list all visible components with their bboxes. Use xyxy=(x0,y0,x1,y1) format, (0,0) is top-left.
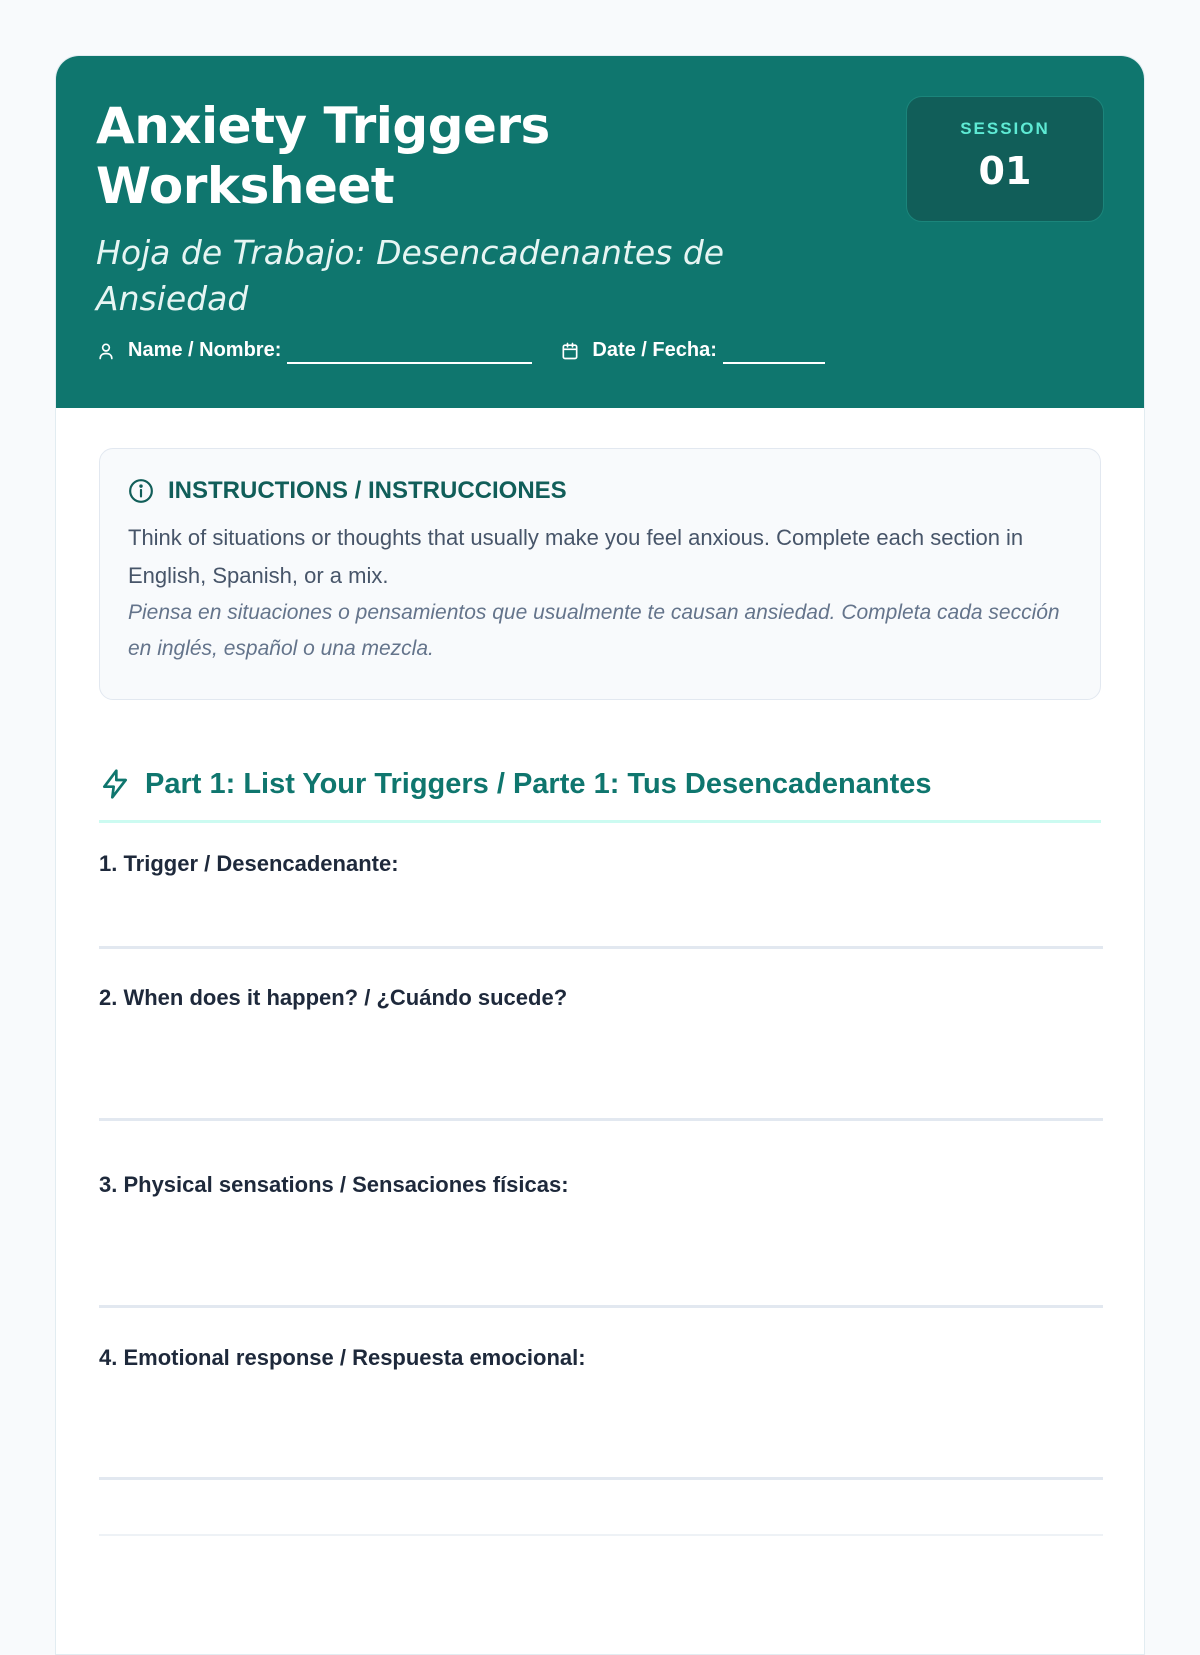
meta-row xyxy=(96,339,825,362)
calendar-icon xyxy=(560,341,580,361)
physical-sensations-field[interactable] xyxy=(99,1172,1103,1308)
physical-sensations-field-label: 3. Physical sensations / Sensaciones físicas: xyxy=(99,1172,569,1197)
instructions-heading xyxy=(128,477,1072,505)
trigger-field-label: 1. Trigger / Desencadenante: xyxy=(99,851,399,876)
lightning-icon xyxy=(99,768,131,800)
info-icon xyxy=(128,478,154,504)
page-title: Anxiety Triggers Worksheet xyxy=(96,97,550,215)
name-label: Name / Nombre: xyxy=(128,339,282,361)
session-number: 01 xyxy=(978,149,1032,193)
worksheet-card xyxy=(55,55,1145,1655)
instructions-text-en: Think of situations or thoughts that usually make you feel anxious. Complete each section in English, Spanish, or a mix. xyxy=(128,525,1024,588)
worksheet-body xyxy=(56,408,1144,823)
trigger-field[interactable] xyxy=(99,851,1103,949)
session-badge xyxy=(906,96,1104,222)
name-field[interactable] xyxy=(96,339,532,362)
name-blank-line[interactable] xyxy=(287,346,532,364)
when-field[interactable] xyxy=(99,985,1103,1121)
date-label: Date / Fecha: xyxy=(592,339,717,361)
session-label: SESSION xyxy=(960,119,1050,138)
date-field[interactable] xyxy=(560,339,824,362)
instructions-text-es: Piensa en situaciones o pensamientos que usualmente te causan ansiedad. Completa cada sección en inglés, español o una mezcla. xyxy=(128,601,1060,660)
part1-heading xyxy=(99,758,1101,823)
instructions-heading-text: INSTRUCTIONS / INSTRUCCIONES xyxy=(168,477,567,504)
emotional-response-field-label: 4. Emotional response / Respuesta emocional: xyxy=(99,1345,586,1370)
instructions-box xyxy=(99,448,1101,700)
part1-title: Part 1: List Your Triggers / Parte 1: Tus Desencadenantes xyxy=(145,767,932,800)
user-icon xyxy=(96,341,116,361)
extra-writing-line[interactable] xyxy=(99,1534,1103,1536)
worksheet-header xyxy=(56,56,1144,408)
date-blank-line[interactable] xyxy=(723,346,825,364)
page-subtitle: Hoja de Trabajo: Desencadenantes de Ansiedad xyxy=(96,233,725,318)
when-field-label: 2. When does it happen? / ¿Cuándo sucede? xyxy=(99,985,568,1010)
emotional-response-field[interactable] xyxy=(99,1345,1103,1480)
